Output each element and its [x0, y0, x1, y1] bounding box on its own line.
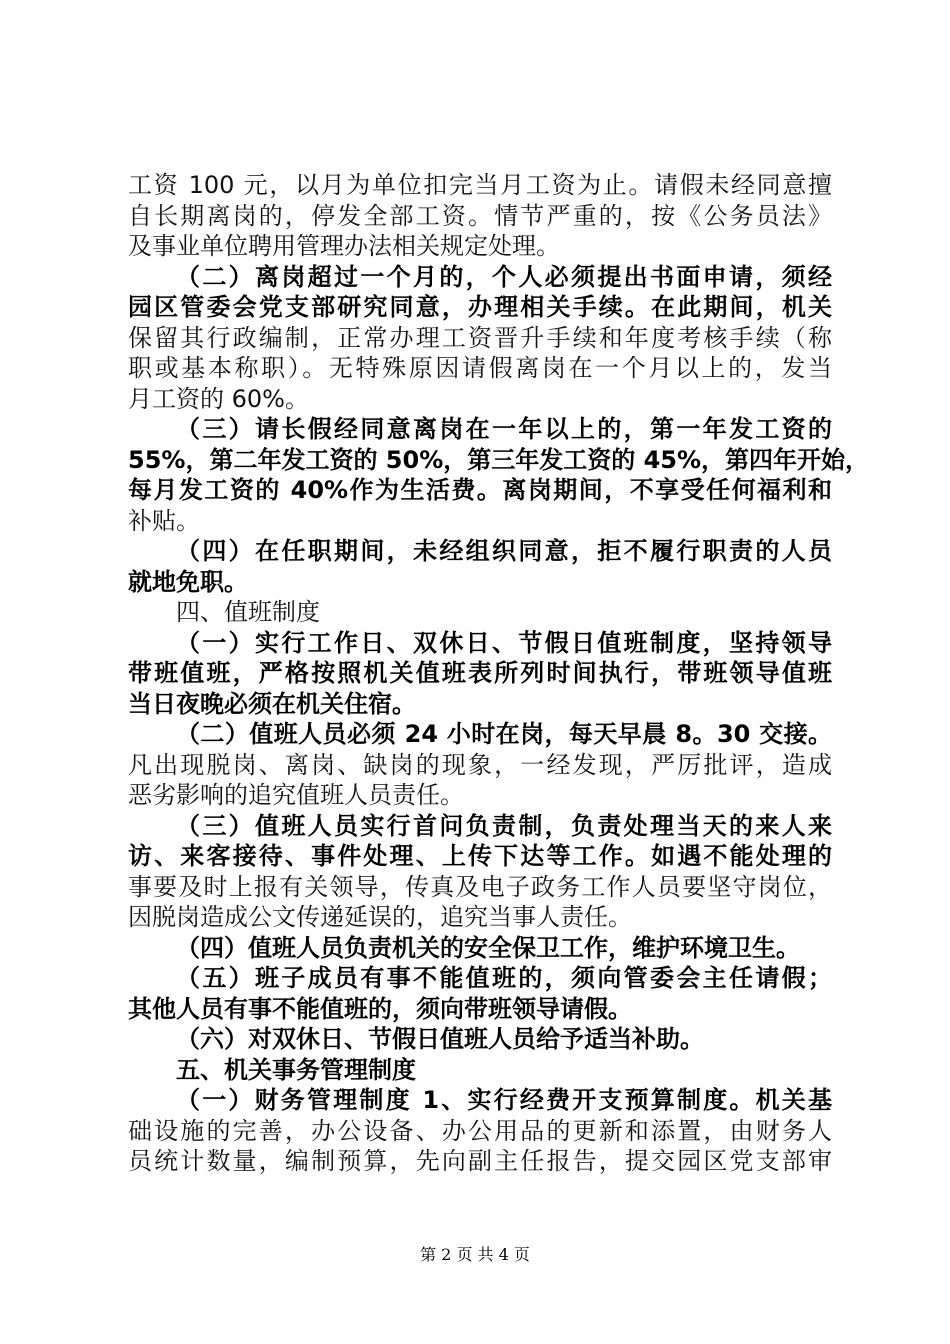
text-line: （三）值班人员实行首问负责制，负责处理当天的来人来: [176, 811, 832, 840]
text-line: （六）对双休日、节假日值班人员给予适当补助。: [176, 1025, 704, 1053]
text-line: 就地免职。: [128, 567, 248, 596]
text-line: （二）值班人员必须 24 小时在岗，每天早晨 8。30 交接。: [176, 720, 832, 748]
text-line: 职或基本称职）。无特殊原因请假离岗在一个月以上的，发当: [128, 354, 832, 382]
document-body: [128, 170, 870, 1177]
page-number-footer: 第 2 页 共 4 页: [420, 1245, 530, 1264]
text-line: 自长期离岗的，停发全部工资。情节严重的，按《公务员法》: [128, 201, 832, 230]
text-line: 55%，第二年发工资的 50%，第三年发工资的 45%，第四年开始，: [128, 445, 870, 474]
text-line: 其他人员有事不能值班的，须向带班领导请假。: [128, 994, 632, 1023]
text-line: 每月发工资的 40%作为生活费。离岗期间，不享受任何福利和: [128, 476, 832, 504]
text-line: 事要及时上报有关领导，传真及电子政务工作人员要坚守岗位，: [128, 872, 832, 901]
text-line: （二）离岗超过一个月的，个人必须提出书面申请，须经: [176, 262, 832, 291]
text-line: 工资 100 元，以月为单位扣完当月工资为止。请假未经同意擅: [128, 171, 832, 199]
text-line: 访、来客接待、事件处理、上传下达等工作。如遇不能处理的: [128, 842, 832, 870]
text-line: （四）值班人员负责机关的安全保卫工作，维护环境卫生。: [176, 933, 800, 962]
text-line: 础设施的完善，办公设备、办公用品的更新和添置，由财务人: [128, 1116, 832, 1145]
text-line: （一）实行工作日、双休日、节假日值班制度，坚持领导: [176, 628, 832, 657]
text-line: 当日夜晚必须在机关住宿。: [128, 689, 416, 718]
text-line: 月工资的 60%。: [128, 384, 309, 413]
text-line: （三）请长假经同意离岗在一年以上的，第一年发工资的: [176, 415, 832, 443]
text-line: 凡出现脱岗、离岗、缺岗的现象，一经发现，严厉批评，造成: [128, 750, 832, 779]
text-line: 员统计数量，编制预算，先向副主任报告，提交园区党支部审: [128, 1147, 832, 1175]
text-line: （四）在任职期间，未经组织同意，拒不履行职责的人员: [176, 537, 832, 565]
text-line: 保留其行政编制，正常办理工资晋升手续和年度考核手续（称: [128, 323, 832, 352]
text-line: 恶劣影响的追究值班人员责任。: [128, 781, 464, 809]
text-line: 园区管委会党支部研究同意，办理相关手续。在此期间，机关: [128, 293, 832, 321]
text-line: 因脱岗造成公文传递延误的，追究当事人责任。: [128, 903, 632, 931]
text-line: 补贴。: [128, 506, 200, 535]
section-heading: 五、机关事务管理制度: [176, 1055, 416, 1084]
text-line: （五）班子成员有事不能值班的，须向管委会主任请假；: [176, 964, 832, 992]
text-line: （一）财务管理制度 1、实行经费开支预算制度。机关基: [176, 1086, 832, 1114]
text-line: 及事业单位聘用管理办法相关规定处理。: [128, 232, 560, 260]
text-line: 带班值班，严格按照机关值班表所列时间执行，带班领导值班: [128, 659, 832, 687]
section-heading: 四、值班制度: [176, 598, 320, 626]
